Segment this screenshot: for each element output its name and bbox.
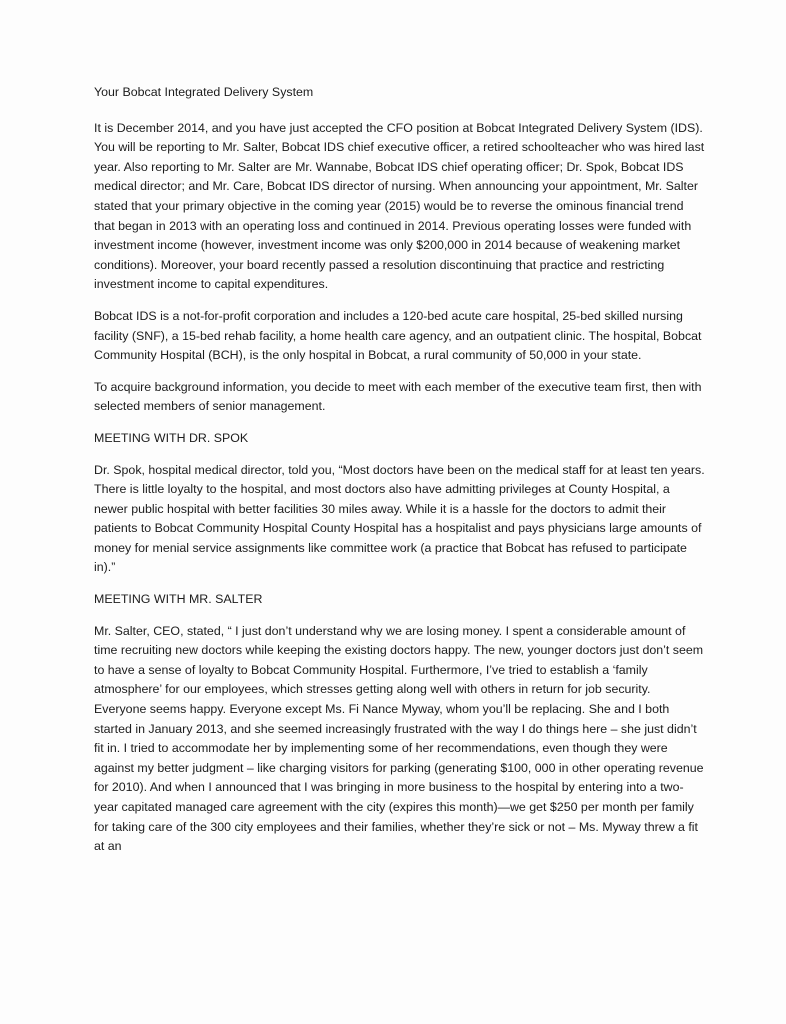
document-title: Your Bobcat Integrated Delivery System (94, 85, 314, 99)
spok-meeting-paragraph: Dr. Spok, hospital medical director, told you, “Most doctors have been on the medical staff for at least ten years. There is little loyalty to the hospital, and most doctors also have admitting privileges at County Hospital, a newer public hospital with better facilities 30 miles away. While it is a hassle for the doctors to admit their patients to Bobcat Community Hospital County Hospital has a hospitalist and pays physicians large amounts of money for menial service assignments like committee work (a practice that Bobcat has refused to participate in).” (94, 462, 705, 575)
background-paragraph: To acquire background information, you decide to meet with each member of the executive team first, then with selected members of senior management. (94, 379, 702, 414)
document-page (94, 83, 706, 869)
salter-meeting-paragraph: Mr. Salter, CEO, stated, “ I just don’t understand why we are losing money. I spent a considerable amount of time recruiting new doctors while keeping the existing doctors happy. The new, younger doctors just don’t seem to have a sense of loyalty to Bobcat Community Hospital. Furthermore, I’ve tried to establish a ‘family atmosphere’ for our employees, which stresses getting along well with others in return for job security. Everyone seems happy. Everyone except Ms. Fi Nance Myway, whom you’ll be replacing. She and I both started in January 2013, and she seemed increasingly frustrated with the way I do things here – she just didn’t fit in. I tried to accommodate her by implementing some of her recommendations, even though they were against my better judgment – like charging visitors for parking (generating $100, 000 in other operating revenue for 2010). And when I announced that I was bringing in more business to the hospital by entering into a two-year capitated managed care agreement with the city (expires this month)—we get $250 per month per family for taking care of the 300 city employees and their families, whether they’re sick or not – Ms. Myway threw a fit at an (94, 623, 704, 854)
organization-paragraph: Bobcat IDS is a not-for-profit corporation and includes a 120-bed acute care hospital, 25-bed skilled nursing facility (SNF), a 15-bed rehab facility, a home health care agency, and an outpatient clinic. The hospital, Bobcat Community Hospital (BCH), is the only hospital in Bobcat, a rural community of 50,000 in your state. (94, 308, 702, 363)
intro-paragraph: It is December 2014, and you have just accepted the CFO position at Bobcat Integrated Delivery System (IDS). You will be reporting to Mr. Salter, Bobcat IDS chief executive officer, a retired schoolteacher who was hired last year. Also reporting to Mr. Salter are Mr. Wannabe, Bobcat IDS chief operating officer; Dr. Spok, Bobcat IDS medical director; and Mr. Care, Bobcat IDS director of nursing. When announcing your appointment, Mr. Salter stated that your primary objective in the coming year (2015) would be to reverse the ominous financial trend that began in 2013 with an operating loss and continued in 2014. Previous operating losses were funded with investment income (however, investment income was only $200,000 in 2014 because of weakening market conditions). Moreover, your board recently passed a resolution discontinuing that practice and restricting investment income to capital expenditures. (94, 120, 705, 292)
section-heading-spok: MEETING WITH DR. SPOK (94, 430, 249, 445)
section-heading-salter: MEETING WITH MR. SALTER (94, 592, 263, 607)
